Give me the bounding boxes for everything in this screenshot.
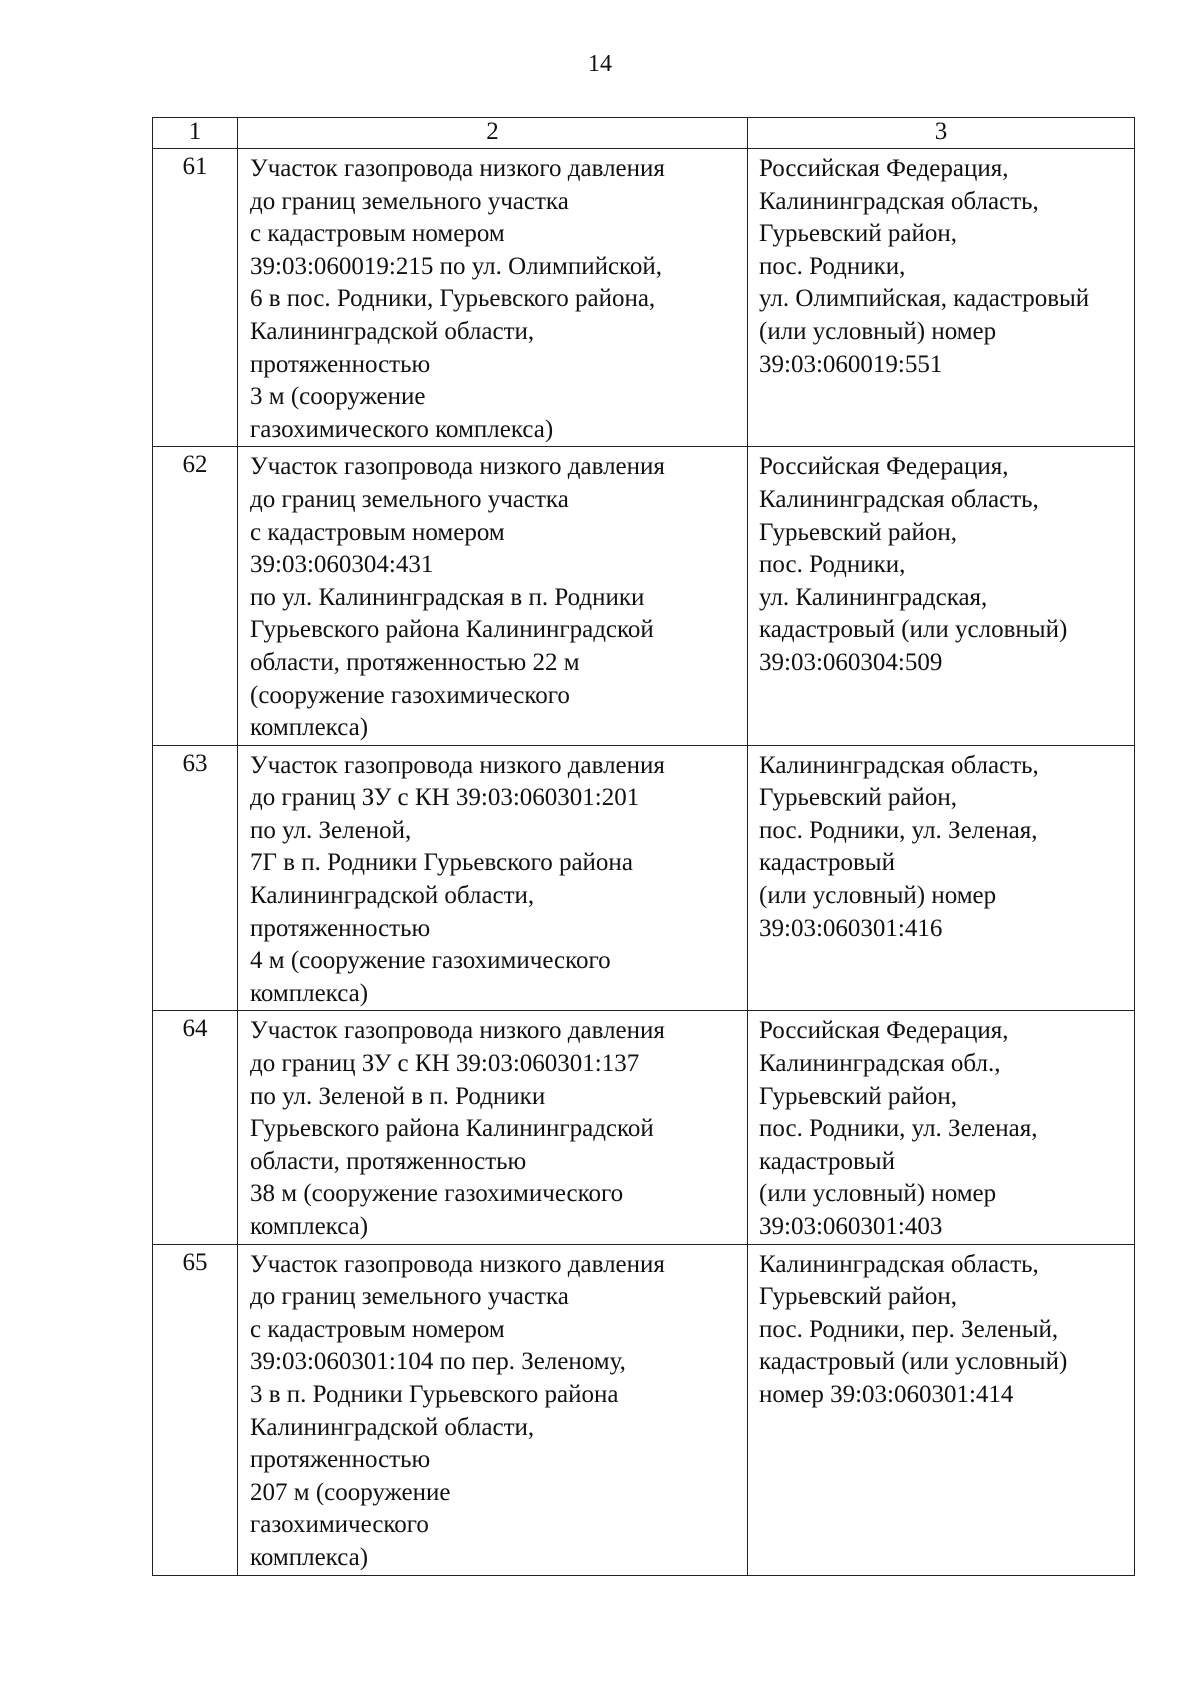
object-description: Участок газопровода низкого давления до границ земельного участка с кадастровым номером 39:03:060019:215 по ул. Олимпийской, 6 в пос. Родники, Гурьевского района, Калининградской области, протяженностью 3 м (сооружение газохимического комплекса) — [238, 149, 748, 447]
column-header-number: 1 — [153, 118, 238, 149]
column-header-address: 3 — [748, 118, 1135, 149]
row-number: 62 — [153, 447, 238, 745]
row-number: 64 — [153, 1011, 238, 1244]
object-address: Российская Федерация, Калининградская обл., Гурьевский район, пос. Родники, ул. Зеленая, кадастровый (или условный) номер 39:03:060301:403 — [748, 1011, 1135, 1244]
page-number: 14 — [588, 51, 612, 77]
objects-table — [152, 117, 1135, 1576]
table-row — [153, 1244, 1135, 1575]
object-description: Участок газопровода низкого давления до границ ЗУ с КН 39:03:060301:201 по ул. Зеленой, 7Г в п. Родники Гурьевского района Калининградской области, протяженностью 4 м (сооружение газохимического комплекса) — [238, 745, 748, 1011]
column-header-description: 2 — [238, 118, 748, 149]
row-number: 65 — [153, 1244, 238, 1575]
object-description: Участок газопровода низкого давления до границ ЗУ с КН 39:03:060301:137 по ул. Зеленой в п. Родники Гурьевского района Калининградской области, протяженностью 38 м (сооружение газохимического комплекса) — [238, 1011, 748, 1244]
table-row — [153, 149, 1135, 447]
object-address: Калининградская область, Гурьевский район, пос. Родники, ул. Зеленая, кадастровый (или условный) номер 39:03:060301:416 — [748, 745, 1135, 1011]
table-row — [153, 745, 1135, 1011]
table-row — [153, 447, 1135, 745]
object-description: Участок газопровода низкого давления до границ земельного участка с кадастровым номером 39:03:060301:104 по пер. Зеленому, 3 в п. Родники Гурьевского района Калининградской области, протяженностью 207 м (сооружение газохимического комплекса) — [238, 1244, 748, 1575]
row-number: 61 — [153, 149, 238, 447]
object-address: Российская Федерация, Калининградская область, Гурьевский район, пос. Родники, ул. Калининградская, кадастровый (или условный) 39:03:060304:509 — [748, 447, 1135, 745]
object-description: Участок газопровода низкого давления до границ земельного участка с кадастровым номером 39:03:060304:431 по ул. Калининградская в п. Родники Гурьевского района Калининградской области, протяженностью 22 м (сооружение газохимического комплекса) — [238, 447, 748, 745]
row-number: 63 — [153, 745, 238, 1011]
object-address: Российская Федерация, Калининградская область, Гурьевский район, пос. Родники, ул. Олимпийская, кадастровый (или условный) номер 39:03:060019:551 — [748, 149, 1135, 447]
object-address: Калининградская область, Гурьевский район, пос. Родники, пер. Зеленый, кадастровый (или условный) номер 39:03:060301:414 — [748, 1244, 1135, 1575]
table-row — [153, 1011, 1135, 1244]
table-header-row — [153, 118, 1135, 149]
